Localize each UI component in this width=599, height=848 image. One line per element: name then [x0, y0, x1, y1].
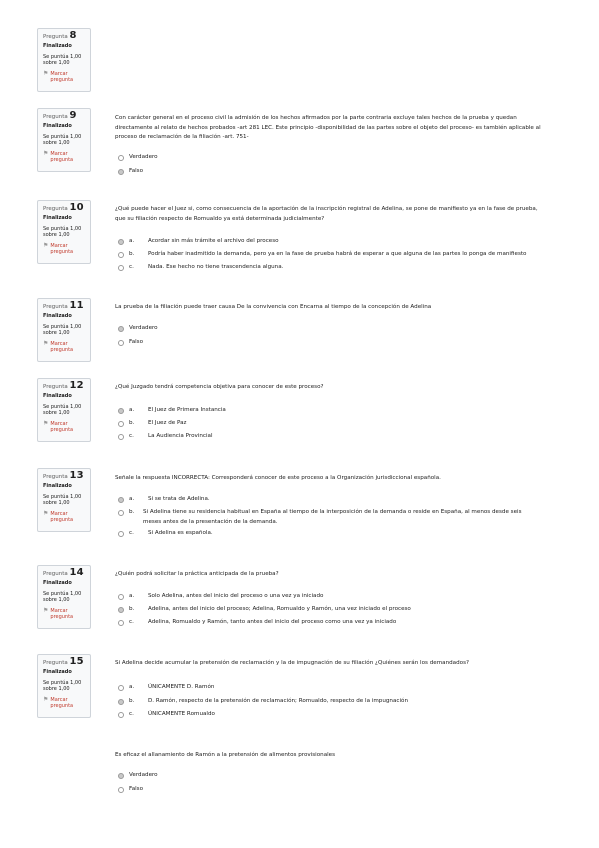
- question-info-15: [37, 654, 91, 718]
- answer-option[interactable]: c. Adelina, Romualdo y Ramón, tanto antes del inicio del proceso como una vez ya iniciado: [118, 619, 396, 626]
- question-header: Pregunta 13: [43, 470, 84, 481]
- flag-icon: ⚑: [43, 339, 49, 347]
- question-text: ¿Qué Juzgado tendrá competencia objetiva para conocer de este proceso?: [115, 384, 324, 390]
- radio-button[interactable]: [118, 510, 124, 516]
- radio-button[interactable]: [118, 265, 124, 271]
- question-state: Finalizado: [43, 123, 72, 130]
- question-header: Pregunta 11: [43, 300, 84, 311]
- flag-question-button[interactable]: ⚑ Marcar pregunta: [43, 509, 74, 524]
- question-state: Finalizado: [43, 43, 72, 50]
- question-grade: Se puntúa 1,00 sobre 1,00: [43, 590, 82, 604]
- flag-icon: ⚑: [43, 149, 49, 157]
- flag-question-button[interactable]: ⚑ Marcar pregunta: [43, 695, 74, 710]
- question-info-9: [37, 108, 91, 172]
- question-header: Pregunta 15: [43, 656, 84, 667]
- question-header: Pregunta 10: [43, 202, 84, 213]
- question-info-8: [37, 28, 91, 92]
- question-text: Con carácter general en el proceso civil la admisión de los hechos afirmados por la parte contraria excluye tales hechos de la prueba y quedan directamente al relato de hechos probados -art 281 LEC. Este principio -disponibilidad de las partes sobre el objeto del proceso- es también aplicable al proceso de reclamación de la filiación -art. 751-: [115, 115, 541, 140]
- question-text: ¿Qué puede hacer el Juez si, como consecuencia de la aportación de la inscripción registral de Adelina, se pone de manifiesto ya en la fase de prueba, que su filiación respecto de Romualdo ya está determinada judicialmente?: [115, 206, 538, 222]
- radio-button[interactable]: [118, 699, 124, 705]
- question-state: Finalizado: [43, 393, 72, 400]
- radio-button[interactable]: [118, 773, 124, 779]
- answer-option[interactable]: b. Si Adelina tiene su residencia habitual en España al tiempo de la interposición de la demanda o reside en España, al menos desde seis meses antes de la presentación de la demanda.: [118, 508, 523, 527]
- flag-icon: ⚑: [43, 695, 49, 703]
- flag-icon: ⚑: [43, 509, 49, 517]
- radio-button[interactable]: [118, 326, 124, 332]
- radio-button[interactable]: [118, 620, 124, 626]
- answer-option[interactable]: Falso: [118, 339, 143, 346]
- question-text: Señale la respuesta INCORRECTA: Corresponderá conocer de este proceso a la Organización jurisdiccional española.: [115, 475, 441, 481]
- question-grade: Se puntúa 1,00 sobre 1,00: [43, 403, 82, 417]
- radio-button[interactable]: [118, 434, 124, 440]
- answer-option[interactable]: a. ÚNICAMENTE D. Ramón: [118, 684, 214, 691]
- question-grade: Se puntúa 1,00 sobre 1,00: [43, 323, 82, 337]
- question-state: Finalizado: [43, 669, 72, 676]
- answer-option[interactable]: Falso: [118, 168, 143, 175]
- radio-button[interactable]: [118, 408, 124, 414]
- flag-question-button[interactable]: ⚑ Marcar pregunta: [43, 149, 74, 164]
- question-grade: Se puntúa 1,00 sobre 1,00: [43, 679, 82, 693]
- flag-icon: ⚑: [43, 419, 49, 427]
- radio-button[interactable]: [118, 497, 124, 503]
- question-grade: Se puntúa 1,00 sobre 1,00: [43, 493, 82, 507]
- question-text: Si Adelina decide acumular la pretensión de reclamación y la de impugnación de su filiación ¿Quiénes serán los demandados?: [115, 660, 469, 666]
- answer-option[interactable]: b. D. Ramón, respecto de la pretensión de reclamación; Romualdo, respecto de la impugnación: [118, 698, 408, 705]
- question-info-10: [37, 200, 91, 264]
- question-info-13: [37, 468, 91, 532]
- radio-button[interactable]: [118, 594, 124, 600]
- answer-option[interactable]: Verdadero: [118, 772, 158, 779]
- answer-option[interactable]: Verdadero: [118, 154, 158, 161]
- answer-option[interactable]: c. ÚNICAMENTE Romualdo: [118, 711, 215, 718]
- radio-button[interactable]: [118, 607, 124, 613]
- flag-icon: ⚑: [43, 241, 49, 249]
- flag-question-button[interactable]: ⚑ Marcar pregunta: [43, 241, 74, 256]
- flag-question-button[interactable]: ⚑ Marcar pregunta: [43, 339, 74, 354]
- question-header: Pregunta 8: [43, 30, 77, 41]
- radio-button[interactable]: [118, 421, 124, 427]
- radio-button[interactable]: [118, 787, 124, 793]
- answer-option[interactable]: a. Solo Adelina, antes del inicio del proceso o una vez ya iniciado: [118, 593, 323, 600]
- answer-option[interactable]: c. Nada. Ese hecho no tiene trascendencia alguna.: [118, 264, 283, 271]
- question-text: ¿Quién podrá solicitar la práctica anticipada de la prueba?: [115, 571, 279, 577]
- answer-option[interactable]: Verdadero: [118, 325, 158, 332]
- radio-button[interactable]: [118, 239, 124, 245]
- radio-button[interactable]: [118, 685, 124, 691]
- radio-button[interactable]: [118, 169, 124, 175]
- answer-option[interactable]: c. Si Adelina es española.: [118, 530, 213, 537]
- radio-button[interactable]: [118, 340, 124, 346]
- answer-option[interactable]: b. Adelina, antes del inicio del proceso; Adelina, Romualdo y Ramón, una vez iniciado el proceso: [118, 606, 411, 613]
- answer-option[interactable]: a. Acordar sin más trámite el archivo del proceso: [118, 238, 279, 245]
- question-grade: Se puntúa 1,00 sobre 1,00: [43, 53, 82, 67]
- question-state: Finalizado: [43, 483, 72, 490]
- question-info-14: [37, 565, 91, 629]
- radio-button[interactable]: [118, 252, 124, 258]
- question-state: Finalizado: [43, 313, 72, 320]
- answer-option[interactable]: a. El Juez de Primera Instancia: [118, 407, 226, 414]
- question-info-12: [37, 378, 91, 442]
- flag-question-button[interactable]: ⚑ Marcar pregunta: [43, 69, 74, 84]
- answer-option[interactable]: b. El Juez de Paz: [118, 420, 186, 427]
- flag-question-button[interactable]: ⚑ Marcar pregunta: [43, 606, 74, 621]
- question-text: La prueba de la filiación puede traer causa De la convivencia con Encarna al tiempo de la concepción de Adelina: [115, 304, 432, 310]
- answer-option[interactable]: b. Podría haber inadmitido la demanda, pero ya en la fase de prueba habrá de esperar a que alguna de las partes lo ponga de manifiesto: [118, 251, 526, 258]
- radio-button[interactable]: [118, 531, 124, 537]
- question-grade: Se puntúa 1,00 sobre 1,00: [43, 133, 82, 147]
- flag-icon: ⚑: [43, 606, 49, 614]
- radio-button[interactable]: [118, 155, 124, 161]
- question-state: Finalizado: [43, 215, 72, 222]
- question-text: Es eficaz el allanamiento de Ramón a la pretensión de alimentos provisionales: [115, 752, 336, 758]
- question-info-11: [37, 298, 91, 362]
- question-state: Finalizado: [43, 580, 72, 587]
- radio-button[interactable]: [118, 712, 124, 718]
- question-header: Pregunta 12: [43, 380, 84, 391]
- flag-question-button[interactable]: ⚑ Marcar pregunta: [43, 419, 74, 434]
- flag-icon: ⚑: [43, 69, 49, 77]
- question-grade: Se puntúa 1,00 sobre 1,00: [43, 225, 82, 239]
- answer-option[interactable]: Falso: [118, 786, 143, 793]
- question-header: Pregunta 9: [43, 110, 77, 121]
- answer-option[interactable]: a. Si se trata de Adelina.: [118, 496, 210, 503]
- question-header: Pregunta 14: [43, 567, 84, 578]
- answer-option[interactable]: c. La Audiencia Provincial: [118, 433, 213, 440]
